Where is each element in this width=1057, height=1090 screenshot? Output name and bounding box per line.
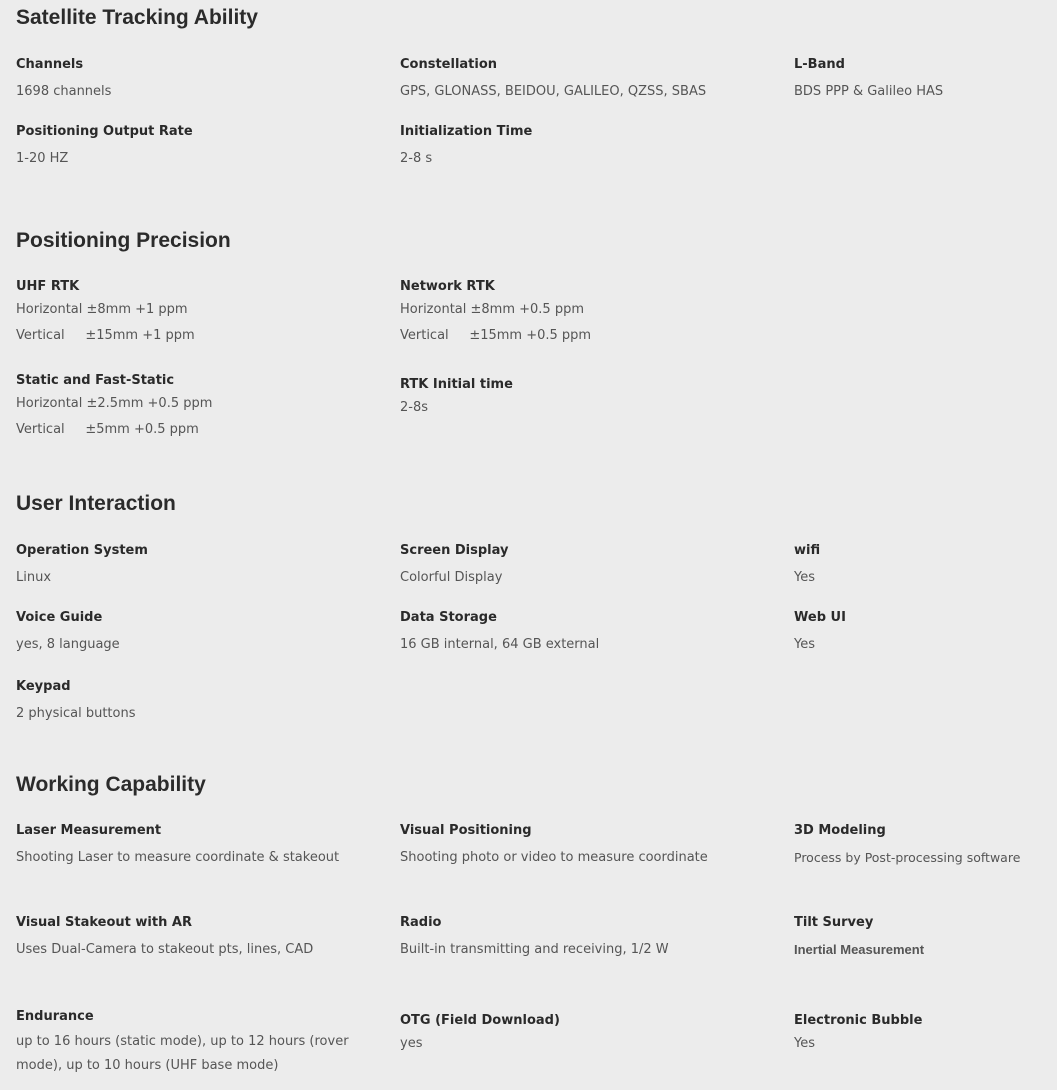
section-title-working-capability: Working Capability [16, 773, 206, 796]
spec-label: OTG (Field Download) [400, 1013, 560, 1028]
spec-value: 1-20 HZ [16, 151, 69, 166]
spec-value: 2 physical buttons [16, 706, 136, 721]
spec-radio [400, 914, 669, 962]
spec-label: Network RTK [400, 279, 495, 294]
spec-network-rtk [400, 278, 591, 348]
spec-otg-field-download [400, 1012, 560, 1056]
spec-label: Radio [400, 915, 442, 930]
spec-laser-measurement [16, 822, 346, 870]
spec-value: Yes [794, 570, 815, 585]
spec-value: 16 GB internal, 64 GB external [400, 637, 600, 652]
spec-value: yes [400, 1036, 423, 1051]
spec-label: Operation System [16, 543, 148, 558]
spec-value: Shooting Laser to measure coordinate & stakeout [16, 850, 340, 865]
spec-label: Positioning Output Rate [16, 124, 193, 139]
spec-label: Visual Stakeout with AR [16, 915, 192, 930]
spec-value: up to 16 hours (static mode), up to 12 hours (rover mode), up to 10 hours (UHF base mode) [16, 1034, 349, 1073]
spec-l-band [794, 56, 943, 104]
spec-label: Constellation [400, 57, 498, 72]
spec-value: Vertical ±5mm +0.5 ppm [16, 422, 199, 437]
spec-label: Data Storage [400, 610, 497, 625]
spec-value: Horizontal ±2.5mm +0.5 ppm [16, 396, 213, 411]
section-title-satellite-tracking: Satellite Tracking Ability [16, 6, 258, 29]
spec-value: GPS, GLONASS, BEIDOU, GALILEO, QZSS, SBAS [400, 84, 707, 99]
spec-visual-positioning [400, 822, 708, 870]
spec-value: 1698 channels [16, 84, 112, 99]
spec-visual-stakeout-ar [16, 914, 313, 962]
spec-value: Horizontal ±8mm +1 ppm [16, 302, 188, 317]
spec-value: Colorful Display [400, 570, 503, 585]
spec-value: Shooting photo or video to measure coordinate [400, 850, 708, 865]
spec-label: 3D Modeling [794, 823, 886, 838]
spec-label: Tilt Survey [794, 915, 874, 930]
spec-wifi [794, 542, 820, 590]
spec-label: RTK Initial time [400, 377, 513, 392]
spec-label: Voice Guide [16, 610, 103, 625]
spec-label: Electronic Bubble [794, 1013, 923, 1028]
spec-label: Initialization Time [400, 124, 533, 139]
spec-web-ui [794, 609, 846, 657]
spec-label: Static and Fast-Static [16, 373, 175, 388]
spec-operation-system [16, 542, 148, 590]
spec-value: Process by Post-processing software [794, 850, 1021, 865]
spec-value: 2-8 s [400, 151, 433, 166]
spec-screen-display [400, 542, 509, 590]
spec-constellation [400, 56, 706, 104]
spec-label: Screen Display [400, 543, 509, 558]
spec-uhf-rtk [16, 278, 195, 348]
spec-label: Visual Positioning [400, 823, 532, 838]
spec-static-fast-static [16, 372, 212, 442]
spec-value: 2-8s [400, 400, 429, 415]
spec-electronic-bubble [794, 1012, 922, 1056]
spec-positioning-output-rate [16, 123, 193, 171]
spec-label: Channels [16, 57, 84, 72]
spec-label: L-Band [794, 57, 845, 72]
spec-3d-modeling [794, 822, 1020, 870]
spec-value: Horizontal ±8mm +0.5 ppm [400, 302, 584, 317]
spec-data-storage [400, 609, 599, 657]
spec-tilt-survey [794, 914, 924, 962]
spec-keypad [16, 678, 135, 726]
spec-value: Yes [794, 637, 815, 652]
spec-initialization-time [400, 123, 532, 171]
spec-value: Linux [16, 570, 52, 585]
spec-value: yes, 8 language [16, 637, 120, 652]
spec-channels [16, 56, 111, 104]
spec-endurance [16, 1008, 366, 1078]
section-title-positioning-precision: Positioning Precision [16, 229, 231, 252]
spec-rtk-initial-time [400, 376, 513, 420]
spec-voice-guide [16, 609, 120, 657]
spec-value: BDS PPP & Galileo HAS [794, 84, 944, 99]
spec-label: Endurance [16, 1009, 94, 1024]
spec-label: Laser Measurement [16, 823, 162, 838]
spec-value: Vertical ±15mm +1 ppm [16, 328, 195, 343]
spec-label: UHF RTK [16, 279, 80, 294]
spec-value: Built-in transmitting and receiving, 1/2 W [400, 942, 669, 957]
spec-value: Vertical ±15mm +0.5 ppm [400, 328, 592, 343]
spec-label: wifi [794, 543, 821, 558]
spec-label: Keypad [16, 679, 71, 694]
spec-value: Uses Dual-Camera to stakeout pts, lines, CAD [16, 942, 314, 957]
section-title-user-interaction: User Interaction [16, 492, 176, 515]
spec-value: Yes [794, 1036, 815, 1051]
spec-value: Inertial Measurement [794, 942, 925, 957]
spec-label: Web UI [794, 610, 846, 625]
